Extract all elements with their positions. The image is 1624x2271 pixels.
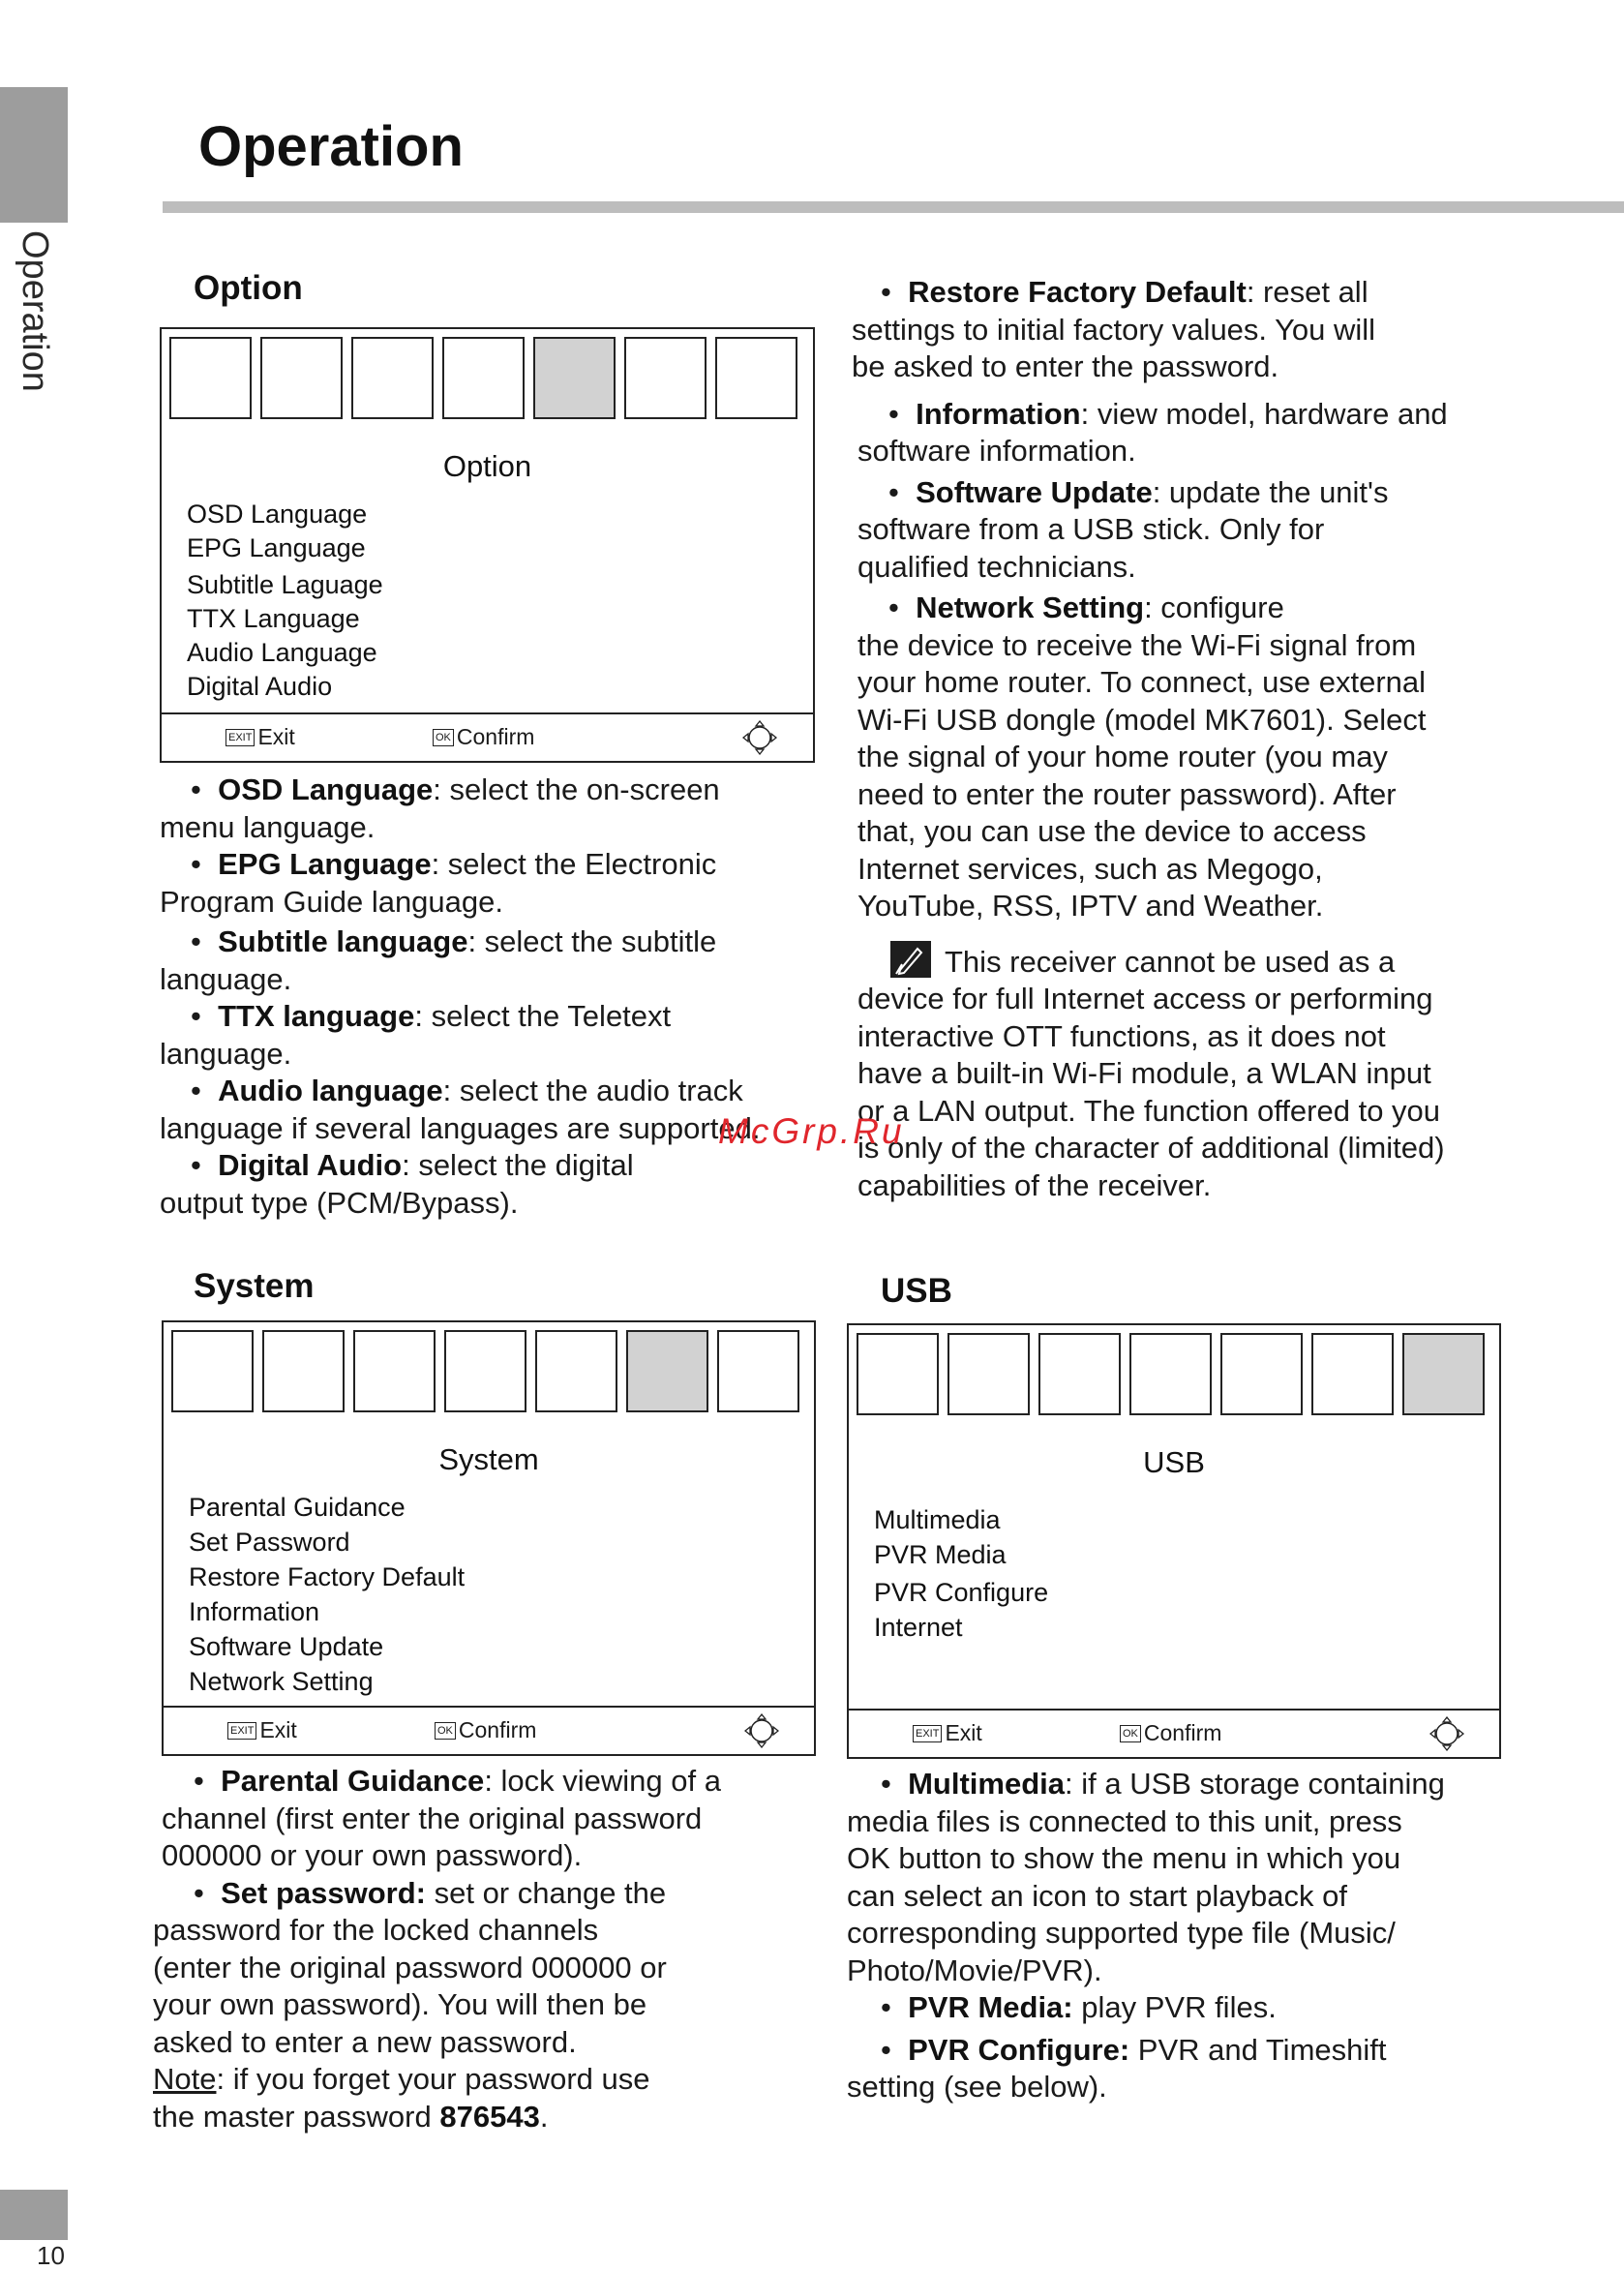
ok-key-icon: OK <box>433 729 454 746</box>
screen-title: USB <box>1143 1445 1205 1479</box>
system-descriptions-left: • Parental Guidance: lock viewing of a channel (first enter the original password 000000 or your own password). • Set password: set or change the password for the locked channels (enter the original password 000000 or your own password). You will then be asked to enter a new password. Note: if you forget your password use the master password 876543. <box>153 1763 830 2135</box>
menu-icon-strip <box>169 337 797 419</box>
menu-tab-icon <box>169 337 252 419</box>
list-item: • PVR Configure: PVR and Timeshift <box>881 2032 1387 2067</box>
side-label: Operation <box>15 230 55 392</box>
menu-item: Subtitle Laguage <box>187 570 383 599</box>
list-item: • OSD Language: select the on-screen <box>191 772 720 806</box>
confirm-hint: OK Confirm <box>1120 1720 1221 1746</box>
list-item: • Set password: set or change the <box>194 1875 667 1910</box>
ok-key-icon: OK <box>1120 1725 1141 1742</box>
side-tab <box>0 87 68 223</box>
exit-key-icon: EXIT <box>227 1722 256 1740</box>
list-item: • TTX language: select the Teletext <box>191 999 672 1033</box>
master-password: 876543 <box>439 2099 540 2134</box>
navigation-arrows-icon <box>1429 1716 1464 1751</box>
confirm-hint: OK Confirm <box>435 1717 536 1743</box>
menu-item: PVR Media <box>874 1540 1007 1569</box>
usb-menu <box>874 1502 1048 1645</box>
list-item: • Information: view model, hardware and <box>888 396 1448 431</box>
menu-tab-icon <box>1311 1333 1394 1415</box>
menu-tab-icon <box>351 337 434 419</box>
menu-item: EPG Language <box>187 533 366 562</box>
menu-tab-icon <box>444 1330 526 1412</box>
menu-tab-icon <box>171 1330 254 1412</box>
softkey-bar <box>162 712 813 761</box>
menu-item: TTX Language <box>187 604 360 633</box>
usb-heading: USB <box>881 1272 952 1310</box>
watermark: McGrp.Ru <box>718 1111 905 1151</box>
screen-title: Option <box>442 449 532 483</box>
menu-item: Internet <box>874 1613 963 1642</box>
exit-hint: EXIT Exit <box>227 1717 297 1743</box>
list-item: • Audio language: select the audio track <box>191 1074 743 1107</box>
softkey-bar <box>849 1709 1499 1757</box>
navigation-arrows-icon <box>742 720 777 755</box>
menu-icon-strip <box>171 1330 799 1412</box>
menu-item: Information <box>189 1597 320 1626</box>
navigation-arrows-icon <box>744 1713 779 1748</box>
menu-tab-icon <box>1038 1333 1121 1415</box>
usb-screen <box>847 1323 1501 1759</box>
list-item: • Network Setting: configure <box>888 590 1284 624</box>
menu-tab-icon <box>260 337 343 419</box>
menu-tab-icon <box>715 337 797 419</box>
option-tab-icon-selected <box>533 337 616 419</box>
system-menu <box>189 1490 465 1699</box>
list-item: • Restore Factory Default: reset all <box>881 275 1368 309</box>
option-menu <box>187 498 383 704</box>
menu-tab-icon <box>624 337 707 419</box>
menu-tab-icon <box>1220 1333 1303 1415</box>
option-heading: Option <box>194 269 303 307</box>
page-title: Operation <box>198 115 464 178</box>
menu-tab-icon <box>442 337 525 419</box>
menu-item: Restore Factory Default <box>189 1562 466 1591</box>
exit-key-icon: EXIT <box>913 1725 942 1742</box>
screen-title: System <box>438 1442 539 1476</box>
menu-item: Digital Audio <box>187 672 333 701</box>
menu-item: Audio Language <box>187 638 377 667</box>
list-item: • Software Update: update the unit's <box>888 474 1389 509</box>
title-rule <box>163 201 1624 213</box>
menu-item: Set Password <box>189 1528 350 1557</box>
usb-tab-icon-selected <box>1402 1333 1485 1415</box>
menu-item: Network Setting <box>189 1667 374 1696</box>
menu-tab-icon <box>535 1330 617 1412</box>
softkey-bar <box>164 1706 814 1754</box>
option-screen <box>160 327 815 763</box>
usb-descriptions: • Multimedia: if a USB storage containing media files is connected to this unit, press OK button to show the menu in which you can select an icon to start playback of corresponding supported type file (Music/ Photo/Movie/PVR). • PVR Media: play PVR files. • PVR Configure: PVR and Timeshift setting (see below). <box>847 1766 1524 2106</box>
page-number-tab <box>0 2190 68 2240</box>
system-screen <box>162 1320 816 1756</box>
system-tab-icon-selected <box>626 1330 708 1412</box>
option-descriptions: • OSD Language: select the on-screen menu language. • EPG Language: select the Electronic Program Guide language. • Subtitle language: select the subtitle language. • TTX language: select the Teletext language. • Audio language: select the audio track language if several languages are supported. • Digital Audio: select the digital output type (PCM/Bypass). <box>160 772 827 1222</box>
note-block: This receiver cannot be used as a device for full Internet access or performing interactive OTT functions, as it does not have a built-in Wi-Fi module, a WLAN input or a LAN output. The function offered to you is only of the character of additional (limited) capabilities of the receiver. <box>857 941 1529 1205</box>
menu-item: PVR Configure <box>874 1578 1049 1607</box>
menu-item: OSD Language <box>187 500 368 529</box>
menu-tab-icon <box>262 1330 345 1412</box>
exit-hint: EXIT Exit <box>226 724 295 750</box>
list-item: • Digital Audio: select the digital <box>191 1148 634 1182</box>
exit-key-icon: EXIT <box>226 729 255 746</box>
ok-key-icon: OK <box>435 1722 456 1740</box>
confirm-hint: OK Confirm <box>433 724 534 750</box>
menu-item: Software Update <box>189 1632 384 1661</box>
menu-item: Parental Guidance <box>189 1493 406 1522</box>
list-item: • EPG Language: select the Electronic <box>191 847 717 881</box>
page-number: 10 <box>37 2241 65 2270</box>
menu-tab-icon <box>353 1330 436 1412</box>
password-note: Note: if you forget your password use <box>153 2062 650 2096</box>
menu-tab-icon <box>717 1330 799 1412</box>
exit-hint: EXIT Exit <box>913 1720 982 1746</box>
system-heading: System <box>194 1267 315 1305</box>
list-item: • Multimedia: if a USB storage containing <box>881 1767 1445 1801</box>
system-descriptions-right: • Restore Factory Default: reset all settings to initial factory values. You will be asked to enter the password. • Information: view model, hardware and software information. • Software Update: update the unit's software from a USB stick. Only for qualified technicians. • Network Setting: configure the device to receive the Wi-Fi signal from your home router. To connect, use external Wi-Fi USB dongle (model MK7601). Select the signal of your home router (you may need to enter the router password). After that, you can use the device to access Internet services, such as Megogo, YouTube, RSS, IPTV and Weather. This receiver cannot be used as a device for full Internet access or performing interactive OTT functions, as it does not have a built-in Wi-Fi module, a WLAN input or a LAN output. The function offered to you is only of the character of additional (limited) capabilities of the receiver. <box>852 274 1529 1204</box>
menu-item: Multimedia <box>874 1505 1001 1534</box>
list-item: • Parental Guidance: lock viewing of a <box>194 1764 721 1798</box>
note-pen-icon <box>890 941 931 978</box>
menu-tab-icon <box>947 1333 1030 1415</box>
menu-tab-icon <box>857 1333 939 1415</box>
list-item: • Subtitle language: select the subtitle <box>191 924 717 958</box>
list-item: • PVR Media: play PVR files. <box>881 1990 1277 2024</box>
menu-tab-icon <box>1129 1333 1212 1415</box>
menu-icon-strip <box>857 1333 1485 1415</box>
